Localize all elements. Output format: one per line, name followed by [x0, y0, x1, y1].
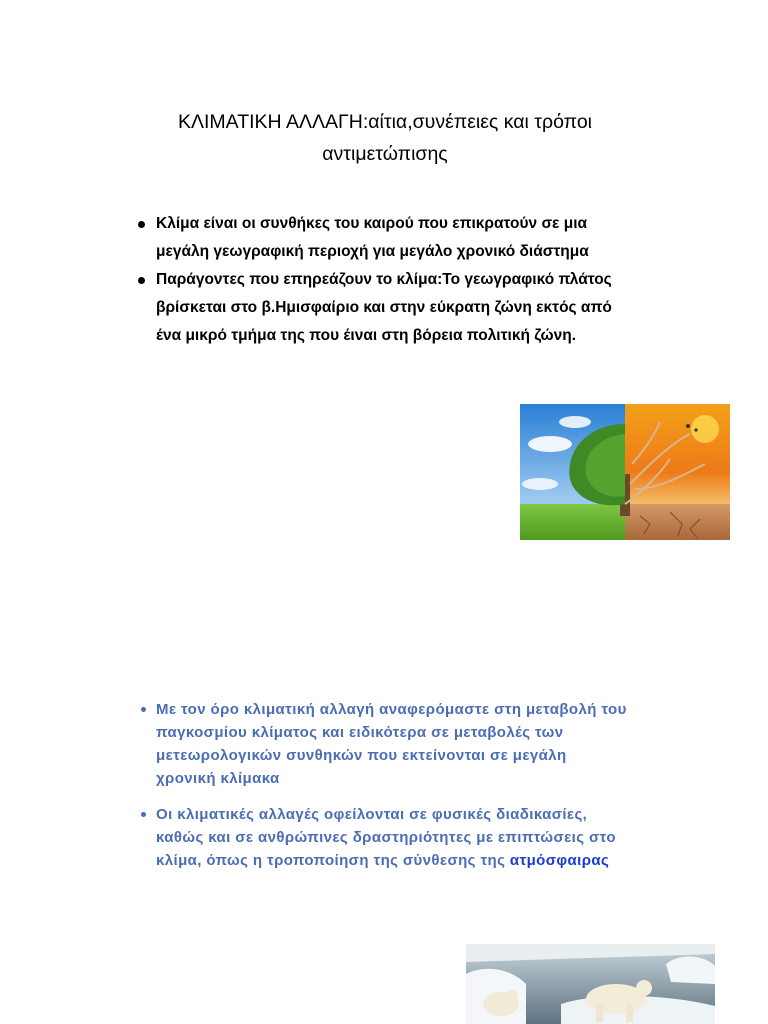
list-item: [138, 803, 628, 872]
list-item: [138, 698, 628, 790]
bullet-icon: [138, 277, 145, 284]
atmosphere-link[interactable]: ατμόσφαιρας: [509, 852, 610, 869]
bullet-icon: [141, 707, 146, 712]
bullet-icon: [138, 221, 145, 228]
list-item-text: Κλίμα είναι οι συνθήκες του καιρού που επικρατούν σε μια μεγάλη γεωγραφική περιοχή για μεγάλο χρονικό διάστημα: [156, 215, 589, 260]
list-item: [138, 210, 613, 266]
list-item-text: Οι κλιματικές αλλαγές οφείλονται σε φυσικές διαδικασίες, καθώς και σε ανθρώπινες δραστηριότητες με επιπτώσεις στο κλίμα, όπως η τροποποίηση της σύνθεσης της: [156, 806, 616, 869]
list-item: [138, 266, 613, 350]
list-item-text: Με τον όρο κλιματική αλλαγή αναφερόμαστε στη μεταβολή του παγκοσμίου κλίματος και ειδικότερα σε μεταβολές των μετεωρολογικών συνθηκών που εκτείνονται σε μεγάλη χρονική κλίμακα: [156, 701, 627, 787]
definitions-list: [138, 210, 613, 350]
document-title: ΚΛΙΜΑΤΙΚΗ ΑΛΛΑΓΗ:αίτια,συνέπειες και τρόποι αντιμετώπισης: [177, 111, 593, 165]
climate-change-list: [138, 698, 628, 872]
polar-bears-image: [466, 944, 715, 1024]
climate-tree-image: [520, 404, 730, 540]
list-item-text: Παράγοντες που επηρεάζουν το κλίμα:Το γεωγραφικό πλάτος βρίσκεται στο β.Ημισφαίριο και στην εύκρατη ζώνη εκτός από ένα μικρό τμήμα της που έιναι στη βόρεια πολιτική ζώνη.: [156, 271, 612, 344]
bullet-icon: [141, 812, 146, 817]
